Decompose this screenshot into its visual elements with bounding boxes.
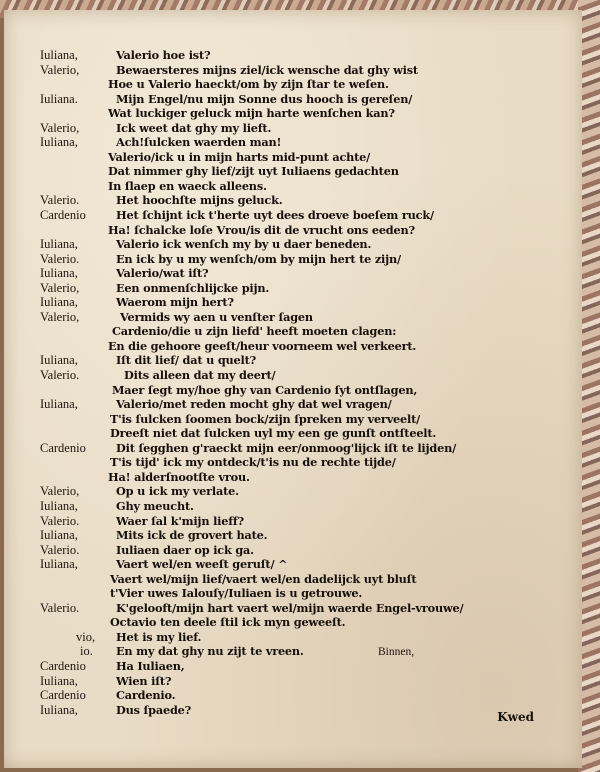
speaker-name: vio, bbox=[76, 629, 96, 644]
verse-text: t'Vier uwes Ialouſy/Iuliaen is u getrouwe. bbox=[110, 586, 363, 601]
verse-text: K'gelooft/mijn hart vaert wel/mijn waerde Engel-vrouwe/ bbox=[116, 600, 464, 615]
dialogue-line bbox=[4, 412, 582, 427]
verse-text: Dus ſpaede? bbox=[116, 702, 192, 717]
dialogue-line bbox=[4, 674, 582, 689]
verse-text: Vermids wy aen u venſter ſagen bbox=[120, 309, 313, 324]
verse-text: Een onmenſchlijcke pijn. bbox=[116, 280, 270, 295]
speaker-name: Iuliana, bbox=[40, 673, 78, 688]
speaker-name: Valerio, bbox=[40, 309, 80, 324]
dialogue-line bbox=[4, 586, 582, 601]
verse-text: Iſt dit lief/ dat u quelt? bbox=[116, 353, 257, 368]
speaker-name: Valerio. bbox=[40, 600, 80, 615]
dialogue-line bbox=[4, 179, 582, 194]
speaker-name: Iuliana, bbox=[40, 237, 78, 252]
dialogue-line bbox=[4, 121, 582, 136]
verse-text: Ha! ſchalcke loſe Vrou/is dit de vrucht ons eeden? bbox=[108, 222, 415, 237]
speaker-name: Cardenio bbox=[40, 440, 86, 455]
dialogue-line bbox=[4, 193, 582, 208]
dialogue-line bbox=[4, 455, 582, 470]
speaker-name: io. bbox=[80, 644, 93, 659]
verse-text: Waerom mijn hert? bbox=[116, 295, 234, 310]
dialogue-line bbox=[4, 77, 582, 92]
dialogue-line bbox=[4, 601, 582, 616]
speaker-name: Iuliana, bbox=[40, 397, 78, 412]
verse-text: Ach!ſulcken waerden man! bbox=[116, 135, 282, 150]
speaker-name: Valerio, bbox=[40, 484, 80, 499]
verse-text: Mits ick de grovert hate. bbox=[116, 528, 268, 543]
dialogue-line bbox=[4, 514, 582, 529]
speaker-name: Iuliana, bbox=[40, 528, 78, 543]
speaker-name: Iuliana, bbox=[40, 135, 78, 150]
verse-text: Mijn Engel/nu mijn Sonne dus hooch is gereſen/ bbox=[116, 91, 413, 106]
dialogue-line bbox=[4, 557, 582, 572]
verse-text: Het hoochſte mijns geluck. bbox=[116, 193, 283, 208]
speaker-name: Iuliana, bbox=[40, 266, 78, 281]
verse-text: Hoe u Valerio haeckt/om by zijn ſtar te weſen. bbox=[108, 77, 389, 92]
dialogue-line bbox=[4, 688, 582, 703]
dialogue-line bbox=[4, 484, 582, 499]
dialogue-line bbox=[4, 106, 582, 121]
verse-text: Ha Iuliaen, bbox=[116, 658, 185, 673]
verse-text: Cardenio/die u zijn liefd' heeft moeten clagen: bbox=[112, 324, 397, 339]
speaker-name: Iuliana, bbox=[40, 557, 78, 572]
verse-text: In ſlaep en waeck alleens. bbox=[108, 178, 267, 193]
speaker-name: Iuliana, bbox=[40, 353, 78, 368]
dialogue-line bbox=[4, 92, 582, 107]
speaker-name: Valerio. bbox=[40, 542, 80, 557]
speaker-name: Iuliana, bbox=[40, 295, 78, 310]
dialogue-line bbox=[4, 295, 582, 310]
speaker-name: Valerio. bbox=[40, 193, 80, 208]
verse-text: En die gehoore geeſt/heur voorneem wel verkeert. bbox=[108, 338, 417, 353]
verse-text: T'is ſulcken ſoomen bock/zijn ſpreken my verveelt/ bbox=[110, 411, 421, 426]
dialogue-line bbox=[4, 252, 582, 267]
verse-text: Dreeſt niet dat ſulcken uyl my een ge gunſt ontſteelt. bbox=[110, 426, 437, 441]
verse-text: Wat luckiger geluck mijn harte wenſchen kan? bbox=[108, 106, 395, 121]
verse-text: Vaert wel/en weeſt geruſt/ ^ bbox=[116, 557, 288, 572]
dialogue-line bbox=[4, 528, 582, 543]
speaker-name: Valerio. bbox=[40, 368, 80, 383]
verse-text: En my dat ghy nu zijt te vreen. bbox=[116, 644, 304, 659]
speaker-name: Cardenio bbox=[40, 658, 86, 673]
dialogue-line bbox=[4, 615, 582, 630]
verse-text: Ghy meucht. bbox=[116, 498, 194, 513]
dialogue-line bbox=[4, 499, 582, 514]
dialogue-line bbox=[4, 150, 582, 165]
verse-text: T'is tijd' ick my ontdeck/t'is nu de rechte tijde/ bbox=[110, 455, 396, 470]
dialogue-line bbox=[4, 397, 582, 412]
dialogue-line bbox=[4, 135, 582, 150]
speaker-name: Valerio, bbox=[40, 280, 80, 295]
catchword: Kwed bbox=[497, 710, 534, 724]
dialogue-line bbox=[4, 644, 582, 659]
verse-text: Valerio/wat iſt? bbox=[116, 266, 209, 281]
dialogue-line bbox=[4, 339, 582, 354]
verse-text: Dits alleen dat my deert/ bbox=[124, 368, 276, 383]
dialogue-line bbox=[4, 223, 582, 238]
dialogue-line bbox=[4, 659, 582, 674]
speaker-name: Valerio, bbox=[40, 120, 80, 135]
dialogue-line bbox=[4, 164, 582, 179]
dialogue-line bbox=[4, 368, 582, 383]
verse-text: En ick by u my wenſch/om by mijn hert te zijn/ bbox=[116, 251, 401, 266]
verse-text: Bewaersteres mijns ziel/ick wensche dat ghy wist bbox=[116, 62, 418, 77]
verse-text: Het is my lief. bbox=[116, 629, 202, 644]
dialogue-line bbox=[4, 63, 582, 78]
verse-text: Vaert wel/mijn lief/vaert wel/en dadelijck uyt bluſt bbox=[110, 571, 417, 586]
verse-text: Octavio ten deele ſtil ick myn geweeſt. bbox=[110, 615, 346, 630]
verse-text: Valerio/met reden mocht ghy dat wel vragen/ bbox=[116, 397, 392, 412]
verse-text: Ha! alderſnootſte vrou. bbox=[108, 469, 250, 484]
dialogue-line bbox=[4, 310, 582, 325]
verse-text: Valerio hoe ist? bbox=[116, 48, 211, 62]
verse-text: Valerio/ick u in mijn harts mid-punt achte/ bbox=[108, 149, 371, 164]
verse-text: Wien iſt? bbox=[116, 673, 172, 688]
speaker-name: Cardenio bbox=[40, 208, 86, 223]
dialogue-line bbox=[4, 441, 582, 456]
dialogue-line bbox=[4, 208, 582, 223]
verse-text: Dit ſegghen g'raeckt mijn eer/onmoog'lijck iſt te lijden/ bbox=[116, 440, 457, 455]
dialogue-line bbox=[4, 237, 582, 252]
speaker-name: Iuliana, bbox=[40, 702, 78, 717]
speaker-name: Valerio. bbox=[40, 251, 80, 266]
speaker-name: Cardenio bbox=[40, 688, 86, 703]
verse-text: Maer ſegt my/hoe ghy van Cardenio ſyt ontſlagen, bbox=[112, 382, 418, 397]
dialogue-line bbox=[4, 266, 582, 281]
dialogue-line bbox=[4, 383, 582, 398]
speaker-name: Valerio, bbox=[40, 62, 80, 77]
dialogue-line bbox=[4, 572, 582, 587]
dialogue-line bbox=[4, 281, 582, 296]
dialogue-lines bbox=[4, 48, 582, 717]
dialogue-line bbox=[4, 353, 582, 368]
speaker-name: Iuliana, bbox=[40, 48, 78, 62]
dialogue-line bbox=[4, 543, 582, 558]
verse-text: Iuliaen daer op ick ga. bbox=[116, 542, 254, 557]
verse-text: Het ſchijnt ick t'herte uyt dees droeve boeſem ruck/ bbox=[116, 208, 434, 223]
verse-text: Dat nimmer ghy lief/zijt uyt Iuliaens gedachten bbox=[108, 164, 399, 179]
dialogue-line bbox=[4, 48, 582, 63]
verse-text: Op u ick my verlate. bbox=[116, 484, 239, 499]
stage-direction: Binnen, bbox=[378, 645, 415, 658]
dialogue-line bbox=[4, 470, 582, 485]
dialogue-line bbox=[4, 703, 582, 718]
verse-text: Cardenio. bbox=[116, 688, 176, 703]
speaker-name: Valerio. bbox=[40, 513, 80, 528]
speaker-name: Iuliana, bbox=[40, 498, 78, 513]
verse-text: Waer ſal k'mijn lieff? bbox=[116, 513, 244, 528]
verse-text: Ick weet dat ghy my lieft. bbox=[116, 120, 272, 135]
dialogue-line bbox=[4, 324, 582, 339]
dialogue-line bbox=[4, 426, 582, 441]
verse-text: Valerio ick wenſch my by u daer beneden. bbox=[116, 237, 372, 252]
printed-page bbox=[4, 10, 582, 768]
dialogue-line bbox=[4, 630, 582, 645]
speaker-name: Iuliana. bbox=[40, 91, 78, 106]
